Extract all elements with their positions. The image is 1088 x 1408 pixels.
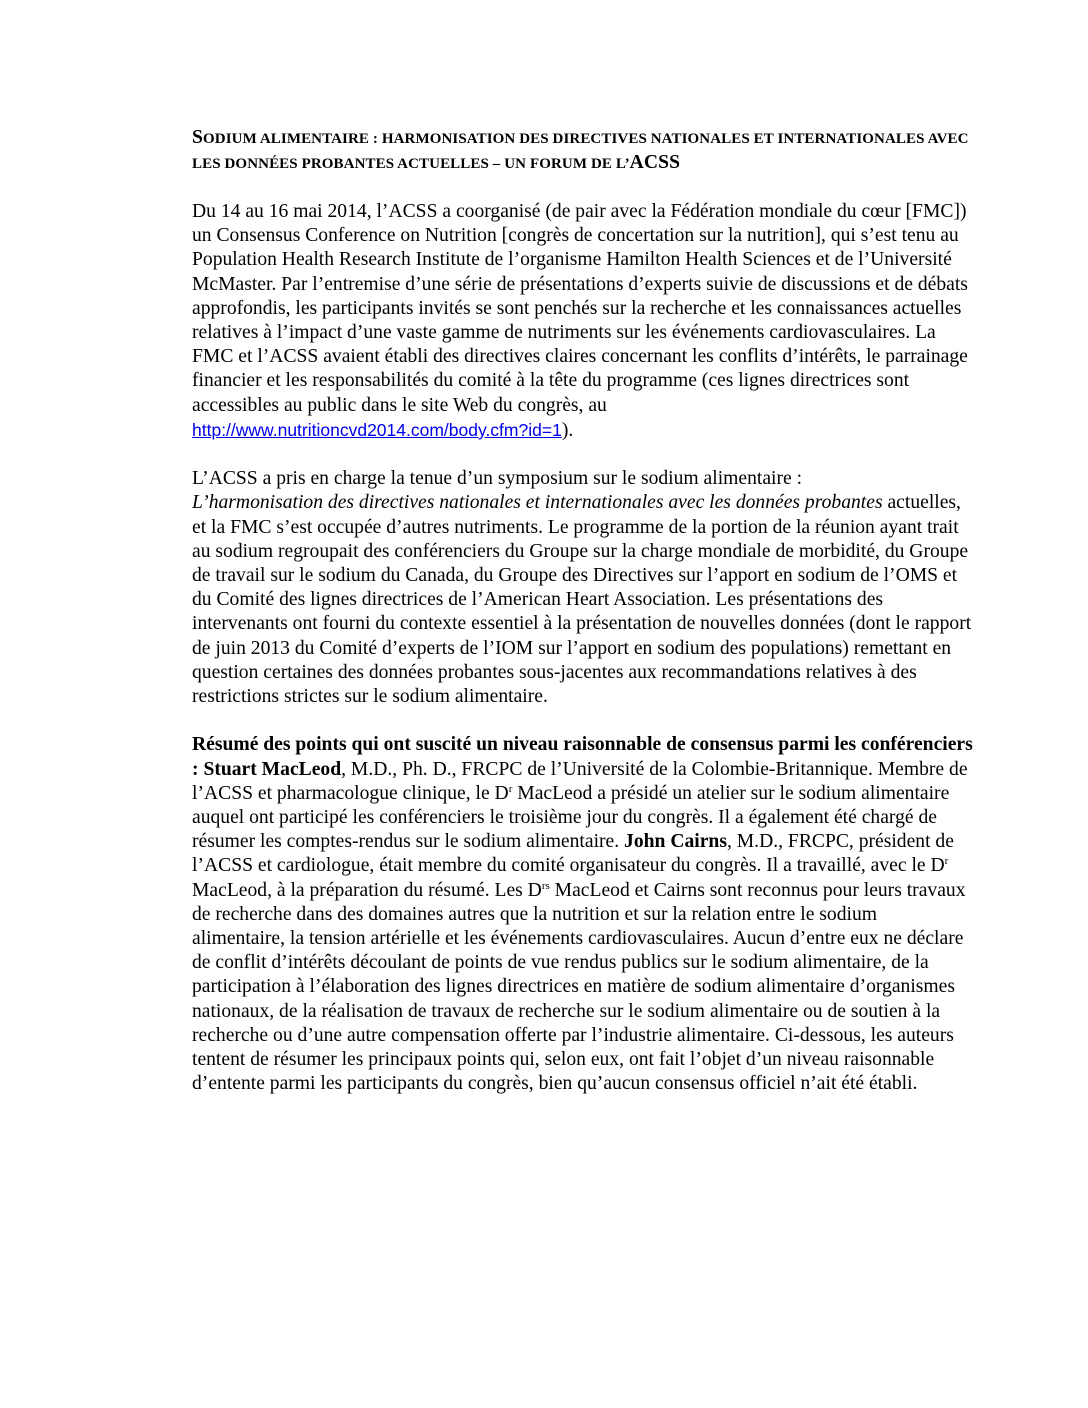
- title-superscript: r: [508, 782, 513, 795]
- title-initial: S: [192, 127, 203, 148]
- paragraph-intro-end: ).: [561, 419, 574, 441]
- symposium-title: L’harmonisation des directives nationales et internationales avec les données probantes: [192, 492, 883, 514]
- summary-text-2: MacLeod a présidé un atelier sur le sodium alimentaire auquel ont participé les conférenciers le troisième jour du congrès. Il a également été chargé de résumer les comptes-rendus sur le sodium alimentaire.: [192, 782, 950, 853]
- paragraph-intro: [192, 200, 974, 443]
- congress-website-link[interactable]: http://www.nutritioncvd2014.com/body.cfm?id=1: [192, 419, 562, 440]
- paragraph-symposium-intro: L’ACSS a pris en charge la tenue d’un symposium sur le sodium alimentaire :: [192, 468, 803, 490]
- summary-text-1: , M.D., Ph. D., FRCPC de l’Université de la Colombie-Britannique. Membre de l’ACSS et pharmacologue clinique, le D: [192, 758, 968, 804]
- summary-text-3: , M.D., FRCPC, président de l’ACSS et cardiologue, était membre du comité organisateur du congrès. Il a travaillé, avec le D: [192, 831, 954, 877]
- paragraph-symposium: [192, 467, 974, 709]
- paragraph-symposium-text: actuelles, et la FMC s’est occupée d’autres nutriments. Le programme de la portion de la réunion ayant trait au sodium regroupait des conférenciers du Groupe sur la charge mondiale de morbidité, du Groupe de travail sur le sodium du Canada, du Groupe des Directives sur l’apport en sodium de l’OMS et du Comité des lignes directrices de l’American Heart Association. Les présentations des intervenants ont fourni du contexte essentiel à la présentation de nouvelles données (dont le rapport de juin 2013 du Comité d’experts de l’IOM sur l’apport en sodium des populations) remettant en question certaines des données probantes sous-jacentes aux recommandations relatives à des restrictions strictes sur le sodium alimentaire.: [192, 492, 972, 708]
- author-name-macleod: Stuart MacLeod: [203, 758, 342, 780]
- paragraph-summary: [192, 733, 974, 1096]
- title-superscript: rs: [541, 879, 550, 892]
- title-acronym: ACSS: [629, 152, 681, 173]
- summary-text-4: MacLeod, à la préparation du résumé. Les D: [192, 879, 542, 901]
- document-title: [192, 126, 974, 176]
- author-name-cairns: John Cairns: [624, 831, 727, 853]
- document-content: [192, 126, 974, 1121]
- summary-text-5: MacLeod et Cairns sont reconnus pour leurs travaux de recherche dans des domaines autres que la nutrition et sur la relation entre le sodium alimentaire, la tension artérielle et les événements cardiovasculaires. Aucun d’entre eux ne déclare de conflit d’intérêts découlant de points de vue rendus publics sur le sodium alimentaire, de la participation à l’élaboration des lignes directrices en matière de sodium alimentaire d’organismes nationaux, de la réalisation de travaux de recherche sur le sodium alimentaire ou de soutien à la recherche ou d’une autre compensation offerte par l’industrie alimentaire. Ci-dessous, les auteurs tentent de résumer les principaux points qui, selon eux, ont fait l’objet d’un niveau raisonnable d’entente parmi les participants du congrès, bien qu’aucun consensus officiel n’ait été établi.: [192, 879, 966, 1095]
- title-text: ODIUM ALIMENTAIRE : HARMONISATION DES DIRECTIVES NATIONALES ET INTERNATIONALES AVEC LES DONNÉES PROBANTES ACTUELLES – UN FORUM DE L’: [192, 131, 969, 172]
- title-superscript: r: [944, 855, 949, 868]
- summary-heading: Résumé des points qui ont suscité un niveau raisonnable de consensus parmi les conférenciers :: [192, 734, 973, 780]
- paragraph-intro-text: Du 14 au 16 mai 2014, l’ACSS a coorganisé (de pair avec la Fédération mondiale du cœur [FMC]) un Consensus Conference on Nutrition [congrès de concertation sur la nutrition], qui s’est tenu au Population Health Research Institute de l’organisme Hamilton Health Sciences et de l’Université McMaster. Par l’entremise d’une série de présentations d’experts suivie de discussions et de débats approfondis, les participants invités se sont penchés sur la recherche et les connaissances actuelles relatives à l’impact d’une vaste gamme de nutriments sur les événements cardiovasculaires. La FMC et l’ACSS avaient établi des directives claires concernant les conflits d’intérêts, le parrainage financier et les responsabilités du comité à la tête du programme (ces lignes directrices sont accessibles au public dans le site Web du congrès, au: [192, 201, 968, 416]
